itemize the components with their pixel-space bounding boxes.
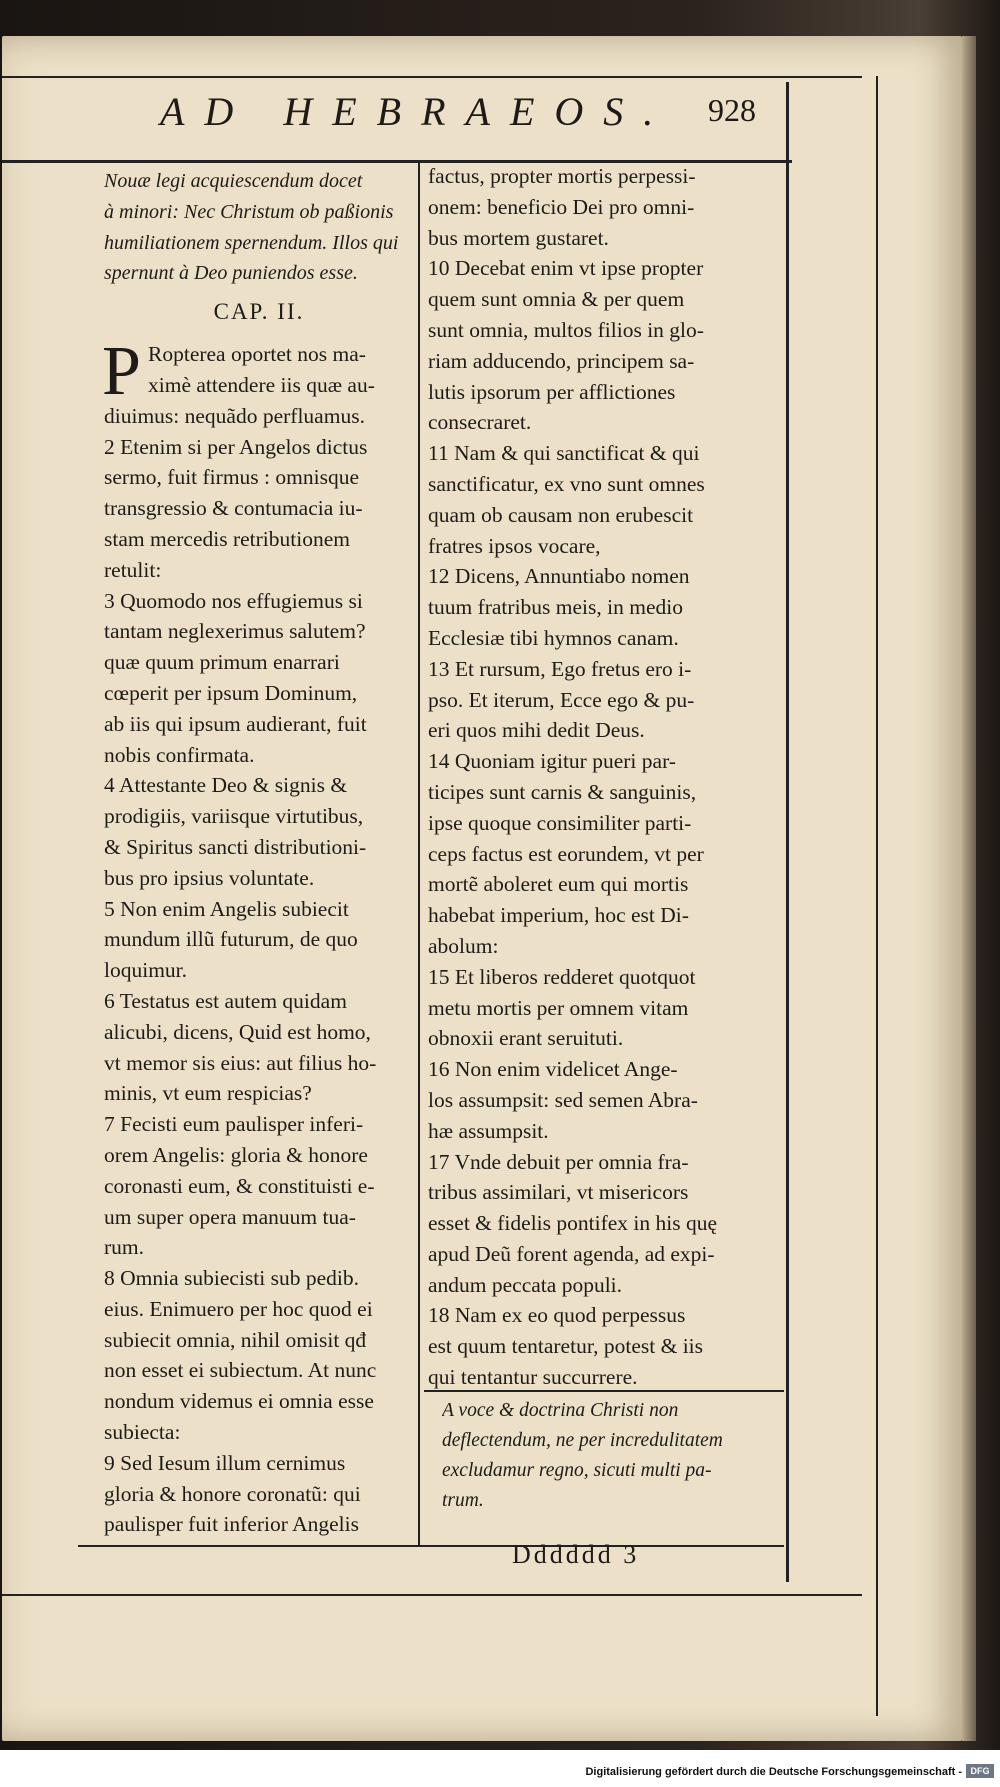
text-line: prodigiis, variisque virtutibus,: [104, 804, 364, 829]
text-line: tribus assimilari, vt misericors: [428, 1180, 689, 1205]
text-line: alicubi, dicens, Quid est homo,: [104, 1019, 371, 1044]
text-line: ximè attendere iis quæ au-: [148, 372, 375, 397]
left-column: [104, 166, 414, 1540]
text-line: 14 Quoniam igitur pueri par-: [428, 749, 676, 774]
right-frame-rule: [786, 82, 789, 1582]
text-line: nondum videmus ei omnia esse: [104, 1389, 374, 1414]
text-line: sanctificatur, ex vno sunt omnes: [428, 471, 705, 496]
text-line: 9 Sed Iesum illum cernimus: [104, 1450, 346, 1475]
page-edge: [962, 36, 976, 1741]
text-line: quem sunt omnia & per quem: [428, 287, 685, 312]
dfg-logo: DFG: [966, 1764, 994, 1778]
text-line: tantam neglexerimus salutem?: [104, 619, 366, 644]
text-line: eri quos mihi dedit Deus.: [428, 718, 645, 743]
column-divider: [418, 160, 420, 1545]
text-line: quæ quum primum enarrari: [104, 650, 340, 675]
text-line: orem Angelis: gloria & honore: [104, 1142, 368, 1167]
note-line: A voce & doctrina Christi non: [442, 1400, 679, 1421]
top-rule: [2, 76, 862, 78]
text-line: 15 Et liberos redderet quotquot: [428, 964, 696, 989]
text-line: qui tentantur succurrere.: [428, 1365, 638, 1390]
text-line: 10 Decebat enim vt ipse propter: [428, 256, 704, 281]
running-head: AD HEBRAEOS.: [160, 89, 674, 134]
argument-line: humiliationem spernendum. Illos qui: [104, 231, 399, 254]
text-line: apud Deũ forent agenda, ad expi-: [428, 1241, 715, 1266]
right-column: [428, 161, 780, 1393]
signature-mark: Dddddd 3: [512, 1540, 640, 1569]
text-line: rum.: [104, 1235, 145, 1260]
text-line: nobis confirmata.: [104, 742, 255, 767]
text-line: 3 Quomodo nos effugiemus si: [104, 588, 363, 613]
text-line: 18 Nam ex eo quod perpessus: [428, 1303, 686, 1328]
text-line: 2 Etenim si per Angelos dictus: [104, 434, 368, 459]
text-line: 13 Et rursum, Ego fretus ero i-: [428, 656, 692, 681]
note-line: excludamur regno, sicuti multi pa-: [442, 1460, 712, 1481]
text-line: gloria & honore coronatũ: qui: [104, 1481, 361, 1506]
text-line: non esset ei subiectum. At nunc: [104, 1358, 377, 1383]
text-line: stam mercedis retributionem: [104, 526, 350, 551]
text-line: paulisper fuit inferior Angelis: [104, 1512, 359, 1537]
text-line: ipse quoque consimiliter parti-: [428, 810, 692, 835]
text-line: 11 Nam & qui sanctificat & qui: [428, 441, 700, 466]
text-line: Ropterea oportet nos ma-: [148, 342, 366, 367]
page-number: 928: [708, 92, 756, 128]
text-line: ceps factus est eorundem, vt per: [428, 841, 704, 866]
chapter-heading: CAP. II.: [213, 299, 305, 325]
text-line: transgressio & contumacia iu-: [104, 496, 363, 521]
text-line: ticipes sunt carnis & sanguinis,: [428, 779, 697, 804]
note-line: deflectendum, ne per incredulitatem: [442, 1430, 723, 1451]
text-line: sunt omnia, multos filios in glo-: [428, 317, 704, 342]
text-line: lutis ipsorum per afflictiones: [428, 379, 676, 404]
text-line: bus pro ipsius voluntate.: [104, 865, 315, 890]
text-line: eius. Enimuero per hoc quod ei: [104, 1296, 373, 1321]
text-line: retulit:: [104, 557, 162, 582]
text-line: hæ assumpsit.: [428, 1118, 549, 1143]
text-line: 8 Omnia subiecisti sub pedib.: [104, 1266, 359, 1291]
next-chapter-argument: [442, 1396, 780, 1516]
argument-line: à minori: Nec Christum ob paßionis: [104, 200, 394, 223]
text-line: est quum tentaretur, potest & iis: [428, 1334, 704, 1359]
text-line: 5 Non enim Angelis subiecit: [104, 896, 349, 921]
text-line: sermo, fuit firmus : omnisque: [104, 465, 359, 490]
text-line: cœperit per ipsum Dominum,: [104, 680, 358, 705]
chapter-argument: [104, 166, 414, 289]
outer-frame-rule: [876, 76, 878, 1716]
footer-rule: [2, 1594, 862, 1596]
text-line: quam ob causam non erubescit: [428, 502, 694, 527]
text-line: 6 Testatus est autem quidam: [104, 988, 347, 1013]
text-line: mundum illũ futurum, de quo: [104, 927, 358, 952]
opening-paragraph: [102, 333, 414, 411]
argument-line: Nouæ legi acquiescendum docet: [104, 170, 363, 192]
text-line: metu mortis per omnem vitam: [428, 995, 689, 1020]
text-line: los assumpsit: sed semen Abra-: [428, 1087, 698, 1112]
text-line: riam adducendo, principem sa-: [428, 348, 695, 373]
text-line: factus, propter mortis perpessi-: [428, 164, 696, 188]
text-line: um super opera manuum tua-: [104, 1204, 356, 1229]
text-line: subiecit omnia, nihil omisit qđ: [104, 1327, 367, 1352]
text-line: 7 Fecisti eum paulisper inferi-: [104, 1112, 364, 1137]
digitization-credit: Digitalisierung gefördert durch die Deutsche Forschungsgemeinschaft -: [585, 1766, 962, 1778]
text-line: esset & fidelis pontifex in his quę: [428, 1211, 718, 1236]
text-line: onem: beneficio Dei pro omni-: [428, 194, 695, 219]
bottom-rule: [78, 1545, 784, 1547]
text-line: minis, vt eum respicias?: [104, 1081, 312, 1106]
text-line: obnoxii erant seruituti.: [428, 1026, 624, 1051]
text-line: coronasti eum, & constituisti e-: [104, 1173, 375, 1198]
text-line: fratres ipsos vocare,: [428, 533, 601, 558]
text-line: ab iis qui ipsum audierant, fuit: [104, 711, 367, 736]
text-line: Ecclesiæ tibi hymnos canam.: [428, 625, 679, 650]
text-line: subiecta:: [104, 1420, 181, 1445]
text-line: andum peccata populi.: [428, 1272, 623, 1297]
text-line: consecraret.: [428, 410, 532, 435]
text-line: bus mortem gustaret.: [428, 225, 609, 250]
text-line: 16 Non enim videlicet Ange-: [428, 1057, 678, 1082]
text-line: loquimur.: [104, 958, 188, 983]
drop-cap: P: [102, 333, 141, 411]
text-line: 12 Dicens, Annuntiabo nomen: [428, 564, 690, 589]
note-line: trum.: [442, 1490, 484, 1511]
text-line: abolum:: [428, 933, 499, 958]
text-line: mortẽ aboleret eum qui mortis: [428, 872, 689, 897]
text-line: habebat imperium, hoc est Di-: [428, 903, 689, 928]
text-line: vt memor sis eius: aut filius ho-: [104, 1050, 377, 1075]
text-line: diuimus: nequãdo perfluamus.: [104, 403, 365, 428]
argument-line: spernunt à Deo puniendos esse.: [104, 262, 358, 285]
text-line: tuum fratribus meis, in medio: [428, 595, 683, 620]
text-line: 17 Vnde debuit per omnia fra-: [428, 1149, 689, 1174]
text-line: 4 Attestante Deo & signis &: [104, 773, 348, 798]
text-line: pso. Et iterum, Ecce ego & pu-: [428, 687, 695, 712]
text-line: & Spiritus sancti distributioni-: [104, 834, 367, 859]
